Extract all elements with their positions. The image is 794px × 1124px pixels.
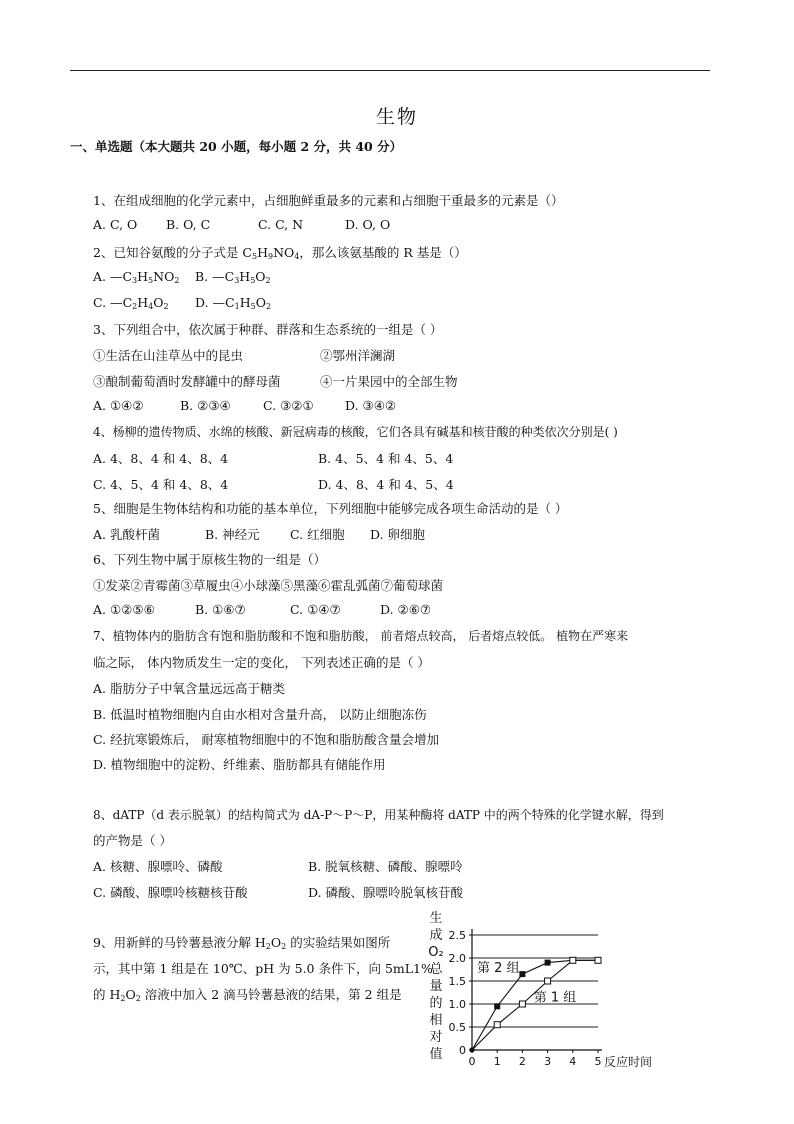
q1-option-b: B. O, C (166, 217, 211, 232)
q8-option-a: A. 核糖、腺嘌呤、磷酸 (93, 859, 223, 874)
q3-item-4: ④一片果园中的全部生物 (320, 374, 458, 389)
y-axis-label (428, 910, 443, 1062)
data-point (494, 1022, 500, 1028)
data-point (494, 1003, 500, 1009)
chart-axes (472, 929, 602, 1050)
q5-option-a: A. 乳酸杆菌 (93, 527, 160, 542)
y-axis-label-char: 相 (429, 1013, 443, 1028)
q5-option-b: B. 神经元 (205, 527, 260, 542)
q7-option-d: D. 植物细胞中的淀粉、纤维素、脂肪都具有储能作用 (93, 757, 386, 772)
q3-item-2: ②鄂州洋澜湖 (320, 348, 396, 363)
q8-option-d: D. 磷酸、腺嘌呤脱氧核苷酸 (308, 885, 464, 900)
question-3-stem: 3、下列组合中，依次属于种群、群落和生态系统的一组是（ ） (93, 322, 443, 337)
q5-option-d: D. 卵细胞 (370, 527, 426, 542)
q8-option-b: B. 脱氧核糖、磷酸、腺嘌呤 (308, 859, 463, 874)
q1-option-a: A. C, O (93, 217, 138, 232)
q2-option-d: D. $—C_1H_5O_2$ (195, 295, 272, 311)
question-7-stem-line-1: 7、植物体内的脂肪含有饱和脂肪酸和不饱和脂肪酸， 前者熔点较高， 后者熔点较低。 植物在严寒来 (93, 629, 629, 643)
q6-items: ①发菜②青霉菌③草履虫④小球藻⑤黑藻⑥霍乱弧菌⑦葡萄球菌 (93, 578, 444, 593)
y-axis-label-char: 量 (429, 979, 443, 994)
y-axis-label-char: 成 (429, 928, 443, 943)
q4-option-c: C. 4、5、4 和 4、8、4 (93, 477, 229, 492)
question-9-line-1: 9、用新鲜的马铃薯悬液分解 $H_2O_2$ 的实验结果如图所 (93, 935, 391, 951)
series-label-group-1: 第 1 组 (533, 990, 577, 1006)
q6-option-d: D. ②⑥⑦ (380, 602, 432, 617)
chart-series-labels (477, 961, 576, 1006)
q7-option-c: C. 经抗寒锻炼后， 耐寒植物细胞中的不饱和脂肪酸含量会增加 (93, 732, 440, 747)
q3-option-c: C. ③②① (263, 398, 314, 413)
question-5-stem: 5、细胞是生物体结构和功能的基本单位，下列细胞中能够完成各项生命活动的是（ ） (93, 501, 568, 516)
section-heading: 一、单选题（本大题共 20 小题，每小题 2 分，共 40 分） (70, 139, 403, 154)
y-axis-label-char: 生 (429, 911, 443, 926)
q6-option-c: C. ①④⑦ (290, 602, 341, 617)
o2-production-chart (420, 910, 670, 1080)
y-tick-label: 1.5 (448, 975, 466, 988)
q4-option-d: D. 4、8、4 和 4、5、4 (318, 477, 454, 492)
chart-grid (472, 935, 598, 1027)
q3-option-b: B. ②③④ (180, 398, 231, 413)
y-axis-label-char: 总 (429, 962, 443, 977)
x-tick-label: 4 (569, 1055, 577, 1068)
series-label-group-2: 第 2 组 (477, 960, 520, 976)
x-tick-label: 3 (544, 1055, 552, 1068)
x-tick-label: 2 (518, 1055, 526, 1068)
q7-option-a: A. 脂肪分子中氧含量远远高于糖类 (93, 681, 285, 696)
y-axis-label-char: 值 (429, 1047, 443, 1062)
y-tick-label: 0 (459, 1044, 466, 1057)
x-axis-label: 反应时间 (604, 1055, 653, 1069)
q6-option-a: A. ①②⑤⑥ (93, 602, 155, 617)
y-tick-label: 2.5 (448, 929, 466, 942)
q3-option-a: A. ①④② (93, 398, 144, 413)
page-title: 生物 (375, 106, 418, 128)
q3-option-d: D. ③④② (345, 398, 397, 413)
data-point (519, 1001, 525, 1007)
x-tick-label: 5 (594, 1055, 602, 1068)
y-tick-label: 1.0 (448, 998, 466, 1011)
question-1-stem: 1、在组成细胞的化学元素中，占细胞鲜重最多的元素和占细胞干重最多的元素是（） (93, 193, 564, 208)
q4-option-a: A. 4、8、4 和 4、8、4 (93, 451, 229, 466)
y-axis-label-char: O₂ (428, 945, 444, 960)
q4-option-b: B. 4、5、4 和 4、5、4 (318, 451, 454, 466)
question-9-line-3: 的 $H_2O_2$ 溶液中加入 2 滴马铃薯悬液的结果，第 2 组是 (93, 987, 402, 1003)
question-6-stem: 6、下列生物中属于原核生物的一组是（） (93, 552, 326, 567)
q2-option-b: B. $—C_3H_5O_2$ (195, 269, 271, 285)
q7-option-b: B. 低温时植物细胞内自由水相对含量升高， 以防止细胞冻伤 (93, 707, 427, 722)
data-point (570, 957, 576, 963)
question-4-stem: 4、杨柳的遗传物质、水绵的核酸、新冠病毒的核酸，它们各具有碱基和核苷酸的种类依次分别是( ) (93, 425, 618, 439)
y-axis-label-char: 对 (429, 1030, 443, 1045)
q1-option-d: D. O, O (345, 217, 391, 232)
q3-item-1: ①生活在山洼草丛中的昆虫 (93, 348, 244, 363)
header-rule (70, 70, 710, 71)
data-point (470, 1048, 475, 1053)
q6-option-b: B. ①⑥⑦ (195, 602, 246, 617)
q5-option-c: C. 红细胞 (290, 527, 345, 542)
y-tick-label: 2.0 (448, 952, 466, 965)
question-9-line-2: 示，其中第 1 组是在 10℃、pH 为 5.0 条件下，向 5mL1% (93, 961, 433, 976)
y-axis-label-char: 的 (429, 996, 443, 1011)
q1-option-c: C. C, N (258, 217, 304, 232)
question-7-stem-line-2: 临之际， 体内物质发生一定的变化， 下列表述正确的是（ ） (93, 655, 430, 670)
q2-option-c: C. $—C_2H_4O_2$ (93, 295, 169, 311)
data-point (545, 978, 551, 984)
data-point (595, 957, 601, 963)
question-8-stem-line-1: 8、dATP（d 表示脱氧）的结构简式为 dA-P～P～P，用某种酶将 dATP 中的两个特殊的化学键水解，得到 (93, 808, 664, 822)
data-point (545, 960, 551, 966)
question-2-stem: 2、已知谷氨酸的分子式是 $C_5H_9NO_4$，那么该氨基酸的 R 基是（） (93, 245, 467, 261)
data-point (519, 971, 525, 977)
q2-option-a: A. $—C_3H_5NO_2$ (93, 269, 180, 285)
q8-option-c: C. 磷酸、腺嘌呤核糖核苷酸 (93, 885, 248, 900)
q3-item-3: ③酿制葡萄酒时发酵罐中的酵母菌 (93, 374, 281, 389)
x-tick-label: 1 (493, 1055, 501, 1068)
question-8-stem-line-2: 的产物是（ ） (93, 833, 172, 848)
y-tick-label: 0.5 (448, 1021, 466, 1034)
x-tick-label: 0 (468, 1055, 476, 1068)
